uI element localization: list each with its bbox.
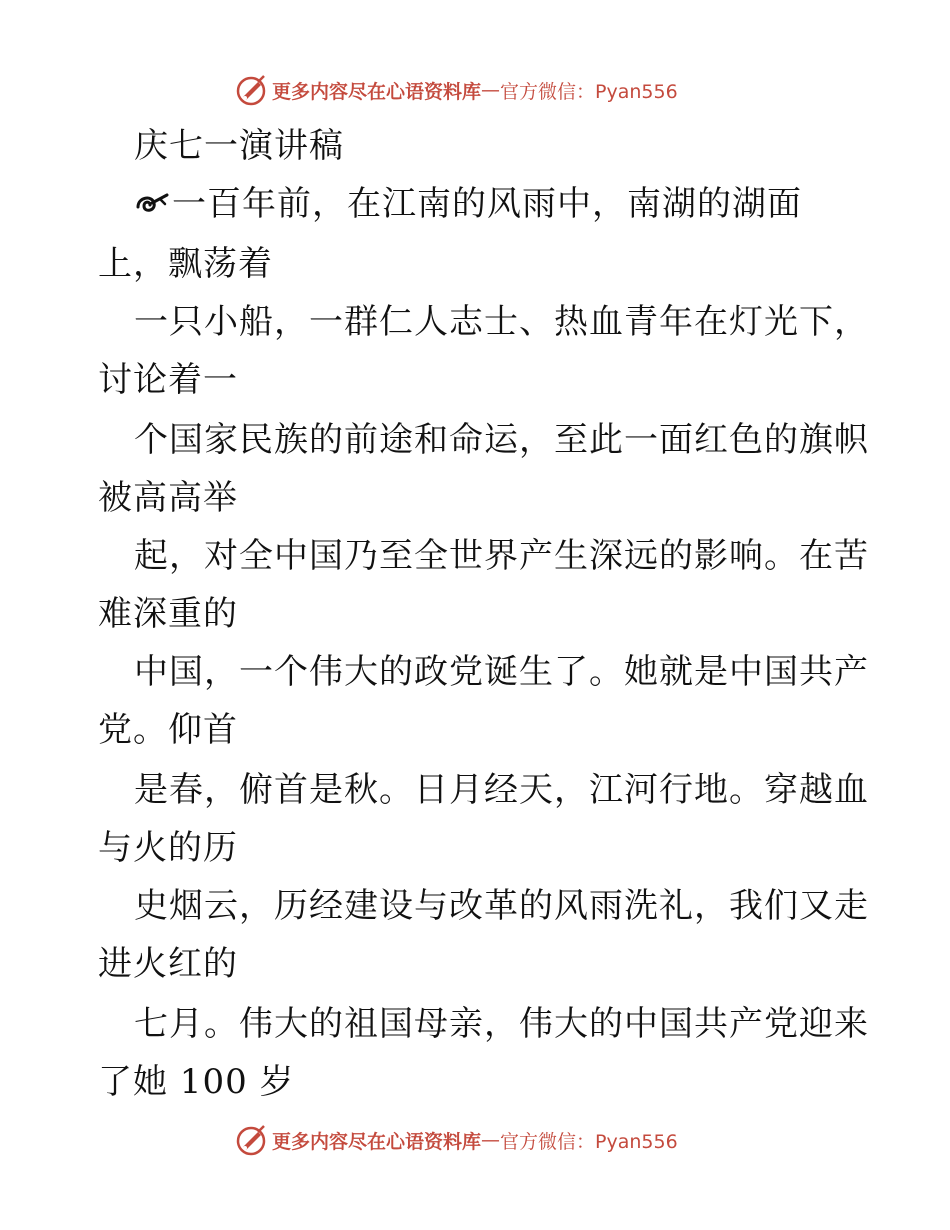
paragraph-line: 个国家民族的前途和命运，至此一面红色的旗帜 bbox=[134, 420, 869, 460]
banner-dash: — bbox=[481, 1129, 501, 1151]
paragraph-line: 党。仰首 bbox=[98, 710, 238, 750]
paragraph-line bbox=[134, 184, 802, 224]
document-title: 庆七一演讲稿 bbox=[134, 126, 344, 166]
banner-wechat: 官方微信：Pyan556 bbox=[500, 1130, 678, 1153]
quill-logo-icon bbox=[234, 1123, 268, 1157]
paragraph-line: 一只小船，一群仁人志士、热血青年在灯光下， bbox=[134, 302, 869, 342]
paragraph-line: 上，飘荡着 bbox=[98, 244, 273, 284]
paragraph-line: 讨论着一 bbox=[98, 360, 238, 400]
paragraph-line: 了她 100 岁 bbox=[98, 1062, 295, 1102]
banner-dash: — bbox=[481, 79, 501, 101]
banner-text: 更多内容尽在心语资料库 bbox=[272, 1130, 482, 1153]
paragraph-line: 史烟云，历经建设与改革的风雨洗礼，我们又走 bbox=[134, 886, 869, 926]
paragraph-text: 一百年前，在江南的风雨中，南湖的湖面 bbox=[172, 184, 802, 224]
paragraph-line: 被高高举 bbox=[98, 478, 238, 518]
paragraph-line: 难深重的 bbox=[98, 594, 238, 634]
header-banner bbox=[234, 72, 678, 108]
quill-logo-icon bbox=[234, 73, 268, 107]
paragraph-line: 中国，一个伟大的政党诞生了。她就是中国共产 bbox=[134, 652, 869, 692]
banner-text: 更多内容尽在心语资料库 bbox=[272, 80, 482, 103]
paragraph-line: 进火红的 bbox=[98, 944, 238, 984]
paragraph-line: 起，对全中国乃至全世界产生深远的影响。在苦 bbox=[134, 536, 869, 576]
footer-banner bbox=[234, 1122, 678, 1158]
paragraph-line: 与火的历 bbox=[98, 828, 238, 868]
paragraph-line: 七月。伟大的祖国母亲，伟大的中国共产党迎来 bbox=[134, 1004, 869, 1044]
banner-wechat: 官方微信：Pyan556 bbox=[500, 80, 678, 103]
ornament-bullet-icon bbox=[134, 189, 170, 219]
paragraph-line: 是春，俯首是秋。日月经天，江河行地。穿越血 bbox=[134, 770, 869, 810]
